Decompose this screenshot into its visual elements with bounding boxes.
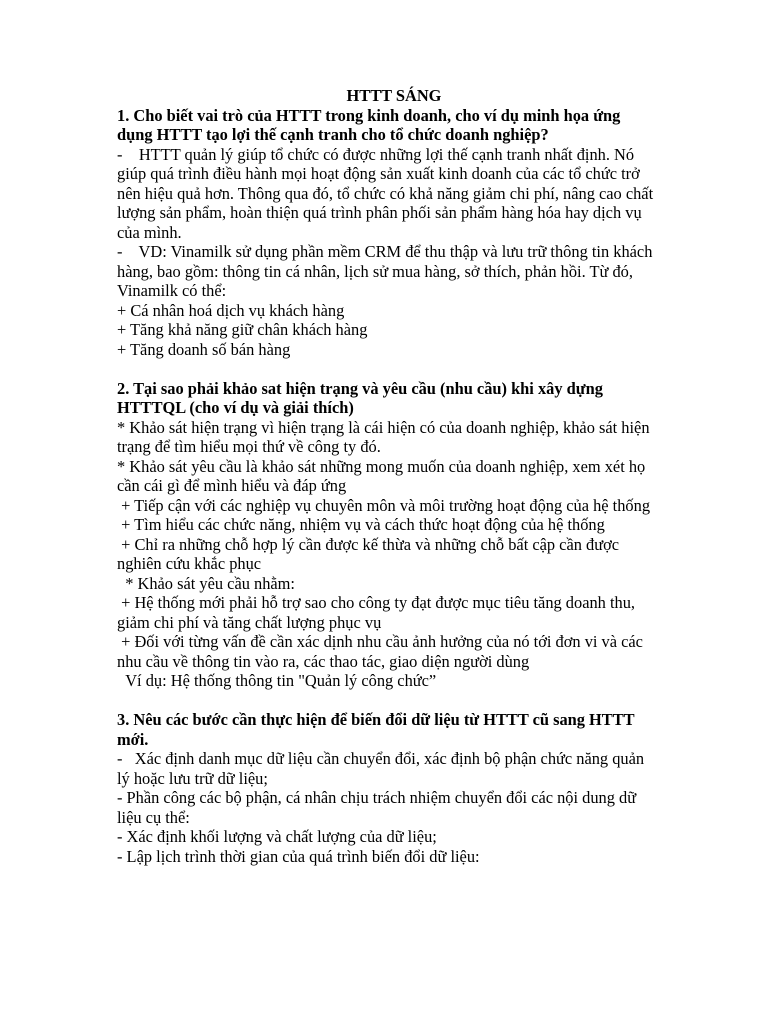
answer-line: * Khảo sát hiện trạng vì hiện trạng là cái hiện có của doanh nghiệp, khảo sát hiện trạng để tìm hiểu mọi thứ về công ty đó. xyxy=(117,417,654,456)
document-page xyxy=(117,86,657,866)
list-item: + Tiếp cận với các nghiệp vụ chuyên môn và môi trường hoạt động của hệ thống xyxy=(117,495,651,515)
section-spacer xyxy=(117,359,657,379)
list-item: + Cá nhân hoá dịch vụ khách hàng xyxy=(117,300,345,320)
list-item: + Tăng doanh số bán hàng xyxy=(117,339,291,359)
list-item: + Tăng khả năng giữ chân khách hàng xyxy=(117,320,368,339)
answer-line: - VD: Vinamilk sử dụng phần mềm CRM để thu thập và lưu trữ thông tin khách hàng, bao gồm: thông tin cá nhân, lịch sử mua hàng, sở thích, phản hồi. Từ đó, Vinamilk có thể: xyxy=(117,242,657,300)
list-item: + Chỉ ra những chỗ hợp lý cần được kế thừa và những chỗ bất cập cần được nghiên cứu khắc phục xyxy=(117,534,624,573)
answer-line: - HTTT quản lý giúp tổ chức có được những lợi thế cạnh tranh nhất định. Nó giúp quá trình điều hành mọi hoạt động sản xuất kinh doanh của các tổ chức trở nên hiệu quả hơn. Thông qua đó, tổ chức có khả năng giảm chi phí, nâng cao chất lượng sản phẩm, hoàn thiện quá trình phân phối sản phẩm hàng hóa hay dịch vụ của mình. xyxy=(117,144,658,242)
answer-line: * Khảo sát yêu cầu nhằm: xyxy=(117,573,295,593)
list-item: + Tìm hiểu các chức năng, nhiệm vụ và cách thức hoạt động của hệ thống xyxy=(117,515,605,534)
section-1 xyxy=(117,106,657,360)
question-heading: 2. Tại sao phải khảo sat hiện trạng và yêu cầu (nhu cầu) khi xây dựng HTTTQL (cho ví dụ và giải thích) xyxy=(117,378,603,417)
list-item: - Xác định danh mục dữ liệu cần chuyển đổi, xác định bộ phận chức năng quản lý hoặc lưu trữ dữ liệu; xyxy=(117,749,649,788)
document-title: HTTT SÁNG xyxy=(346,86,442,105)
question-heading: 1. Cho biết vai trò của HTTT trong kinh doanh, cho ví dụ minh họa ứng dụng HTTT tạo lợi thế cạnh tranh cho tổ chức doanh nghiệp? xyxy=(117,105,621,144)
answer-line: * Khảo sát yêu cầu là khảo sát những mong muốn của doanh nghiệp, xem xét họ cần cái gì để mình hiểu và đáp ứng xyxy=(117,456,650,495)
list-item: - Phần công các bộ phận, cá nhân chịu trách nhiệm chuyển đổi các nội dung dữ liệu cụ thể: xyxy=(117,788,641,827)
list-item: - Xác định khối lượng và chất lượng của dữ liệu; xyxy=(117,827,437,846)
section-spacer xyxy=(117,691,657,711)
list-item: + Hệ thống mới phải hỗ trợ sao cho công ty đạt được mục tiêu tăng doanh thu, giảm chi phí và tăng chất lượng phục vụ xyxy=(117,593,640,632)
section-2 xyxy=(117,379,657,691)
list-item: - Lập lịch trình thời gian của quá trình biến đổi dữ liệu: xyxy=(117,846,480,866)
example-line: Ví dụ: Hệ thống thông tin "Quản lý công chức” xyxy=(117,671,437,690)
list-item: + Đối với từng vấn đề cần xác dịnh nhu cầu ảnh hưởng của nó tới đơn vi và các nhu cầu về thông tin vào ra, các thao tác, giao diện người dùng xyxy=(117,632,648,671)
section-3 xyxy=(117,710,657,866)
question-heading: 3. Nêu các bước cần thực hiện để biến đổi dữ liệu từ HTTT cũ sang HTTT mới. xyxy=(117,710,635,749)
